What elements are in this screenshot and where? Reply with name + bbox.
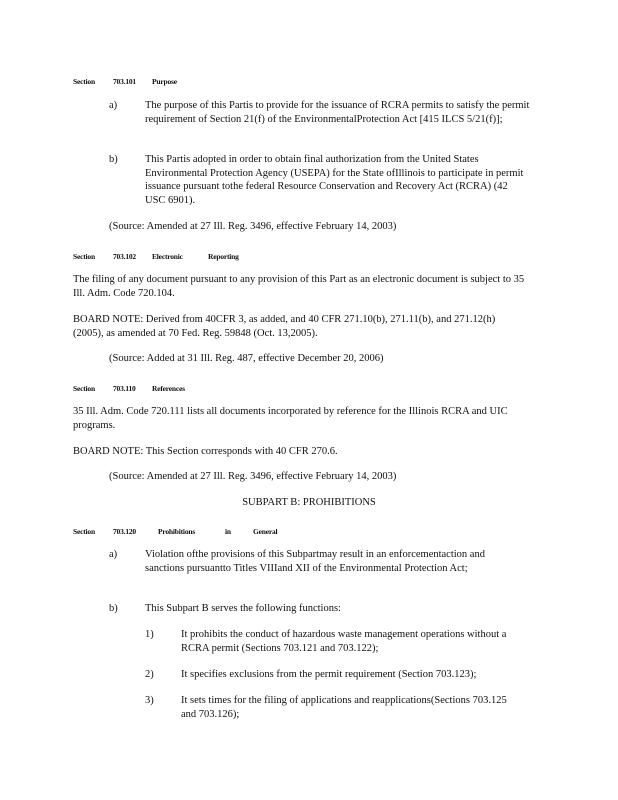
section-title: Electronic — [152, 252, 183, 261]
item-text: The purpose of this Partis to provide for the issuance of RCRA permits to satisfy the permit requirement of Section 21(f) of the EnvironmentalProtection Act [415 ILCS 5/21(f)]; — [145, 100, 530, 125]
section-title: Prohibitions — [158, 527, 196, 536]
source-note: (Source: Added at 31 Ill. Reg. 487, effective December 20, 2006) — [109, 353, 384, 364]
section-title-part: in — [225, 527, 231, 536]
section-number: 703.110 — [113, 384, 136, 393]
item-label: 1) — [145, 629, 154, 640]
item-label: 3) — [145, 695, 154, 706]
section-number: 703.102 — [113, 252, 136, 261]
item-label: a) — [109, 100, 118, 111]
source-note: (Source: Amended at 27 Ill. Reg. 3496, effective February 14, 2003) — [109, 471, 397, 482]
section-label: Section — [73, 252, 95, 261]
item-text: It specifies exclusions from the permit requirement (Section 703.123); — [181, 669, 477, 680]
item-label: 2) — [145, 669, 154, 680]
section-number: 703.120 — [113, 527, 136, 536]
item-label: b) — [109, 154, 118, 165]
item-text: It prohibits the conduct of hazardous waste management operations without a RCRA permit (Sections 703.121 and 703.122); — [181, 629, 507, 654]
item-text: It sets times for the filing of applications and reapplications(Sections 703.125 and 703.126); — [181, 695, 507, 720]
item-label: a) — [109, 549, 118, 560]
subpart-heading: SUBPART B: PROHIBITIONS — [242, 497, 376, 508]
section-label: Section — [73, 527, 95, 536]
section-label: Section — [73, 77, 95, 86]
item-text: This Subpart B serves the following functions: — [145, 603, 341, 614]
board-note: BOARD NOTE: This Section corresponds with 40 CFR 270.6. — [73, 446, 338, 457]
section-body: 35 Ill. Adm. Code 720.111 lists all documents incorporated by reference for the Illinois RCRA and UIC programs. — [73, 406, 508, 431]
item-text: This Partis adopted in order to obtain final authorization from the United States Environmental Protection Agency (USEPA) for the State ofIllinois to participate in permit issuance pursuant tothe federal Resource Conservation and Recovery Act (RCRA) (42 USC 6901). — [145, 154, 524, 206]
item-text: Violation ofthe provisions of this Subpartmay result in an enforcementaction and sanctions pursuantto Titles VIIIand XII of the Environmental Protection Act; — [145, 549, 485, 574]
item-label: b) — [109, 603, 118, 614]
section-body: The filing of any document pursuant to any provision of this Part as an electronic document is subject to 35 Ill. Adm. Code 720.104. — [73, 274, 525, 299]
section-title-part: Reporting — [208, 252, 239, 261]
section-title: Purpose — [152, 77, 177, 86]
source-note: (Source: Amended at 27 Ill. Reg. 3496, effective February 14, 2003) — [109, 221, 397, 232]
section-title: References — [152, 384, 185, 393]
section-label: Section — [73, 384, 95, 393]
board-note: BOARD NOTE: Derived from 40CFR 3, as added, and 40 CFR 271.10(b), 271.11(b), and 271.12(h) (2005), as amended at 70 Fed. Reg. 59848 (Oct. 13,2005). — [73, 314, 496, 339]
section-title-part: General — [253, 527, 278, 536]
section-number: 703.101 — [113, 77, 136, 86]
